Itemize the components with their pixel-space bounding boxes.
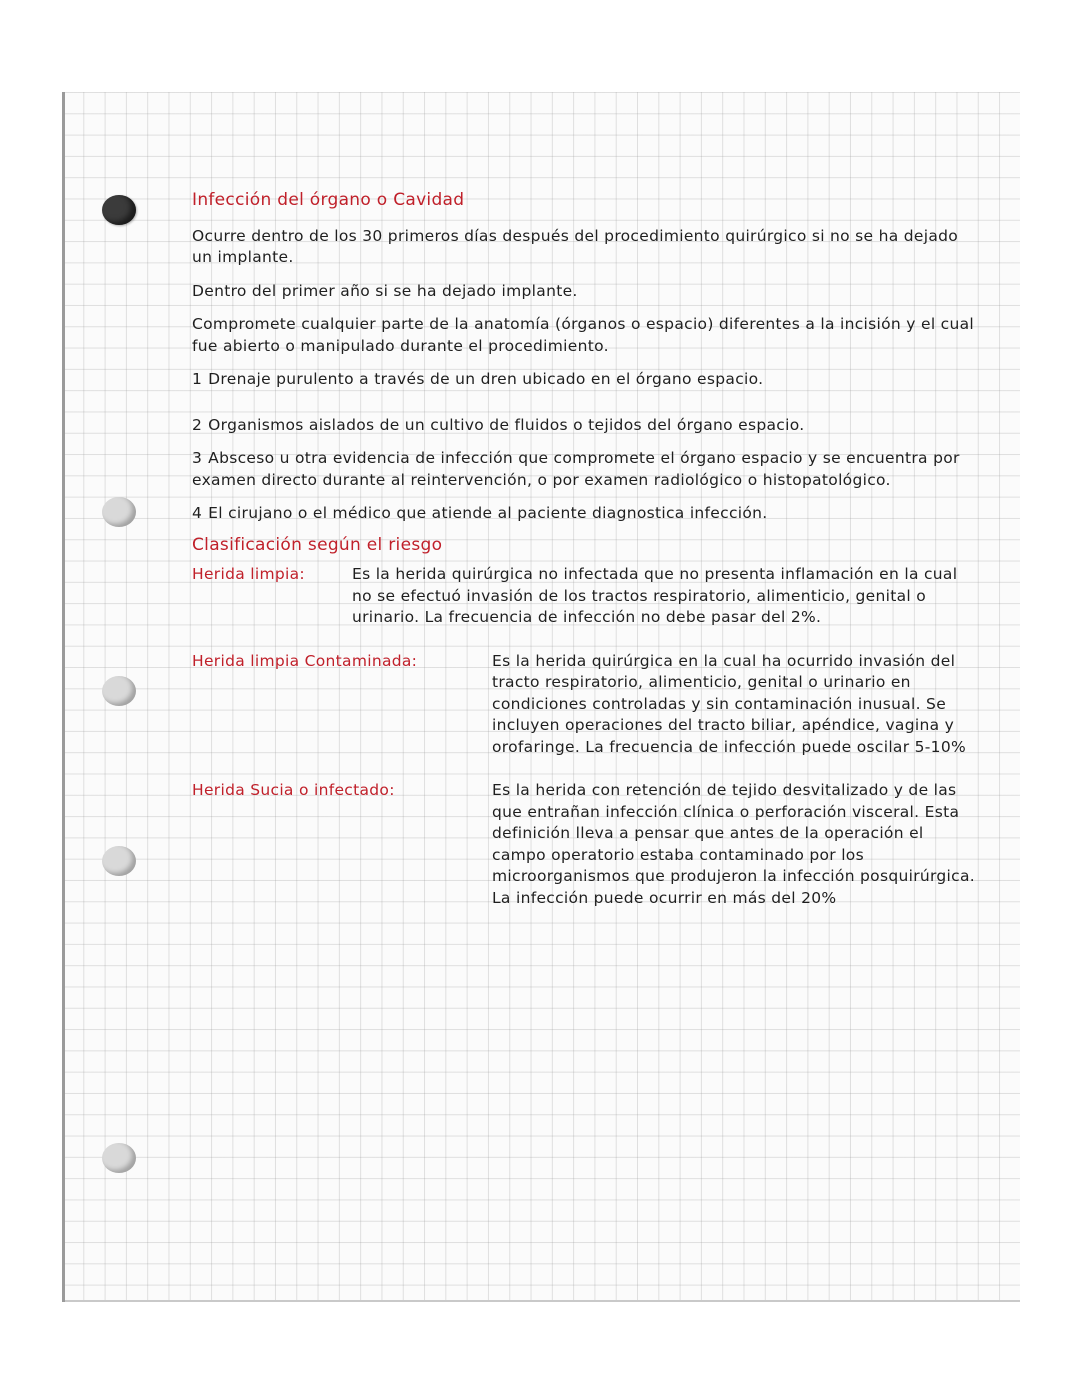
intro-paragraph: Dentro del primer año si se ha dejado implante. bbox=[192, 281, 578, 300]
handwritten-notes bbox=[192, 190, 982, 919]
wound-text: Es la herida quirúrgica en la cual ha ocurrido invasión del tracto respiratorio, alimenticio, genital o urinario en condiciones controladas y sin contaminación inusual. Se incluyen operaciones del tracto biliar, apéndice, vagina y orofaringe. La frecuencia de infección puede oscilar 5-10% bbox=[492, 651, 967, 756]
wound-term: Herida limpia Contaminada: bbox=[192, 651, 418, 670]
criteria-item: 4 El cirujano o el médico que atiende al paciente diagnostica infección. bbox=[192, 504, 768, 522]
wound-text: Es la herida quirúrgica no infectada que no presenta inflamación en la cual no se efectuó invasión de los tractos respiratorio, alimenticio, genital o urinario. La frecuencia de infección no debe pasar del 2%. bbox=[352, 565, 958, 626]
criteria-item: 2 Organismos aislados de un cultivo de fluidos o tejidos del órgano espacio. bbox=[192, 415, 805, 434]
wound-definition bbox=[192, 651, 982, 759]
wound-text: Es la herida con retención de tejido desvitalizado y de las que entrañan infección clínica o perforación visceral. Esta definición lleva a pensar que antes de la operación el campo operatorio estaba contaminado por los microorganismos que produjeron la infección posquirúrgica. La infección puede ocurrir en más del 20% bbox=[492, 781, 975, 907]
wound-definition bbox=[192, 780, 982, 909]
binder-hole bbox=[102, 1143, 136, 1173]
binder-hole bbox=[102, 195, 136, 225]
intro-paragraph: Ocurre dentro de los 30 primeros días después del procedimiento quirúrgico si no se ha dejado un implante. bbox=[192, 226, 959, 266]
criteria-item: 1 Drenaje purulento a través de un dren ubicado en el órgano espacio. bbox=[192, 370, 764, 388]
wound-term: Herida limpia: bbox=[192, 565, 305, 583]
binder-hole bbox=[102, 846, 136, 876]
classification-heading: Clasificación según el riesgo bbox=[192, 534, 443, 555]
binder-hole bbox=[102, 676, 136, 706]
wound-term: Herida Sucia o infectado: bbox=[192, 781, 395, 799]
wound-definition bbox=[192, 564, 982, 629]
intro-paragraph: Compromete cualquier parte de la anatomía (órganos o espacio) diferentes a la incisión y el cual fue abierto o manipulado durante el procedimiento. bbox=[192, 315, 975, 355]
binder-hole bbox=[102, 497, 136, 527]
note-title: Infección del órgano o Cavidad bbox=[192, 190, 465, 210]
criteria-item: 3 Absceso u otra evidencia de infección que compromete el órgano espacio y se encuentra por examen directo durante al reintervención, o por examen radiológico o histopatológico. bbox=[192, 449, 960, 489]
